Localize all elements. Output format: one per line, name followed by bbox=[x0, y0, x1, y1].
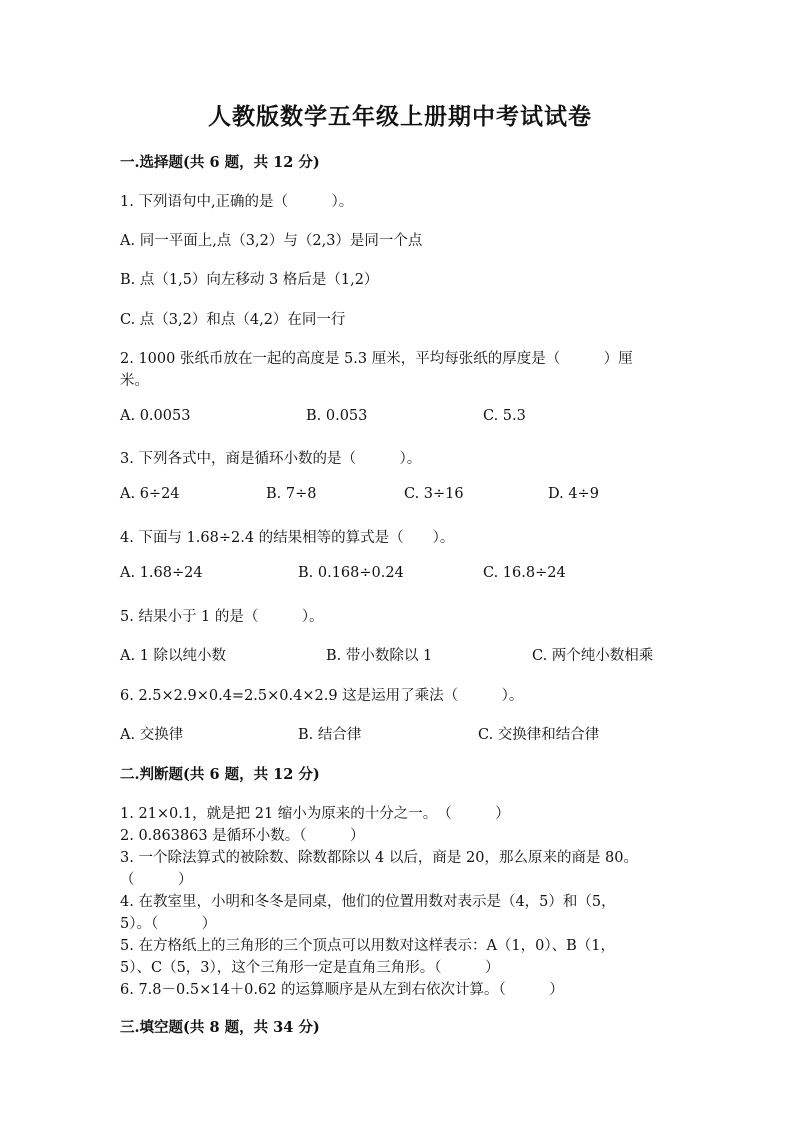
question-3-option-b: B. 7÷8 bbox=[266, 486, 317, 502]
question-4-stem: 4. 下面与 1.68÷2.4 的结果相等的算式是（ ）。 bbox=[120, 530, 455, 546]
question-4-option-c: C. 16.8÷24 bbox=[483, 565, 566, 581]
judge-line-9: 6. 7.8－0.5×14＋0.62 的运算顺序是从左到右依次计算。（ ） bbox=[120, 982, 564, 998]
question-2-stem-line-2: 米。 bbox=[120, 373, 149, 389]
question-2-option-c: C. 5.3 bbox=[483, 408, 526, 424]
question-2-option-a: A. 0.0053 bbox=[120, 408, 191, 424]
question-1-stem: 1. 下列语句中,正确的是（ ）。 bbox=[120, 194, 354, 210]
judge-line-5: 4. 在教室里，小明和冬冬是同桌，他们的位置用数对表示是（4，5）和（5， bbox=[120, 894, 616, 910]
question-6-option-a: A. 交换律 bbox=[120, 727, 184, 743]
question-1-option-b: B. 点（1,5）向左移动 3 格后是（1,2） bbox=[120, 272, 379, 288]
judge-line-7: 5. 在方格纸上的三角形的三个顶点可以用数对这样表示：A（1，0）、B（1， bbox=[120, 938, 615, 954]
question-5-option-c: C. 两个纯小数相乘 bbox=[532, 648, 654, 664]
judge-line-6: 5）。（ ） bbox=[120, 916, 217, 932]
question-5-option-b: B. 带小数除以 1 bbox=[326, 648, 433, 664]
question-1-option-c: C. 点（3,2）和点（4,2）在同一行 bbox=[120, 312, 346, 328]
section-heading-judge: 二.判断题(共 6 题，共 12 分) bbox=[120, 766, 320, 783]
judge-line-8: 5）、C（5，3），这个三角形一定是直角三角形。（ ） bbox=[120, 960, 500, 976]
judge-line-2: 2. 0.863863 是循环小数。（ ） bbox=[120, 828, 365, 844]
question-3-option-c: C. 3÷16 bbox=[404, 486, 464, 502]
section-heading-choice: 一.选择题(共 6 题，共 12 分) bbox=[120, 154, 320, 171]
judge-line-4: （ ） bbox=[120, 872, 193, 888]
question-4-option-a: A. 1.68÷24 bbox=[120, 565, 203, 581]
question-6-option-c: C. 交换律和结合律 bbox=[478, 727, 600, 743]
question-3-option-a: A. 6÷24 bbox=[120, 486, 180, 502]
question-2-stem-line-1: 2. 1000 张纸币放在一起的高度是 5.3 厘米，平均每张纸的厚度是（ ）厘 bbox=[120, 351, 633, 367]
question-5-option-a: A. 1 除以纯小数 bbox=[120, 648, 227, 664]
question-6-option-b: B. 结合律 bbox=[298, 727, 362, 743]
question-3-stem: 3. 下列各式中，商是循环小数的是（ ）。 bbox=[120, 451, 422, 467]
question-5-stem: 5. 结果小于 1 的是（ ）。 bbox=[120, 609, 324, 625]
judge-line-3: 3. 一个除法算式的被除数、除数都除以 4 以后，商是 20，那么原来的商是 80。 bbox=[120, 850, 639, 866]
question-2-option-b: B. 0.053 bbox=[306, 408, 368, 424]
page-title: 人教版数学五年级上册期中考试试卷 bbox=[208, 103, 592, 130]
question-4-option-b: B. 0.168÷0.24 bbox=[298, 565, 404, 581]
question-1-option-a: A. 同一平面上,点（3,2）与（2,3）是同一个点 bbox=[120, 233, 423, 249]
judge-line-1: 1. 21×0.1，就是把 21 缩小为原来的十分之一。 （ ） bbox=[120, 806, 510, 822]
section-heading-fill: 三.填空题(共 8 题，共 34 分) bbox=[120, 1019, 320, 1036]
question-6-stem: 6. 2.5×2.9×0.4=2.5×0.4×2.9 这是运用了乘法（ ）。 bbox=[120, 688, 524, 704]
question-3-option-d: D. 4÷9 bbox=[548, 486, 599, 502]
